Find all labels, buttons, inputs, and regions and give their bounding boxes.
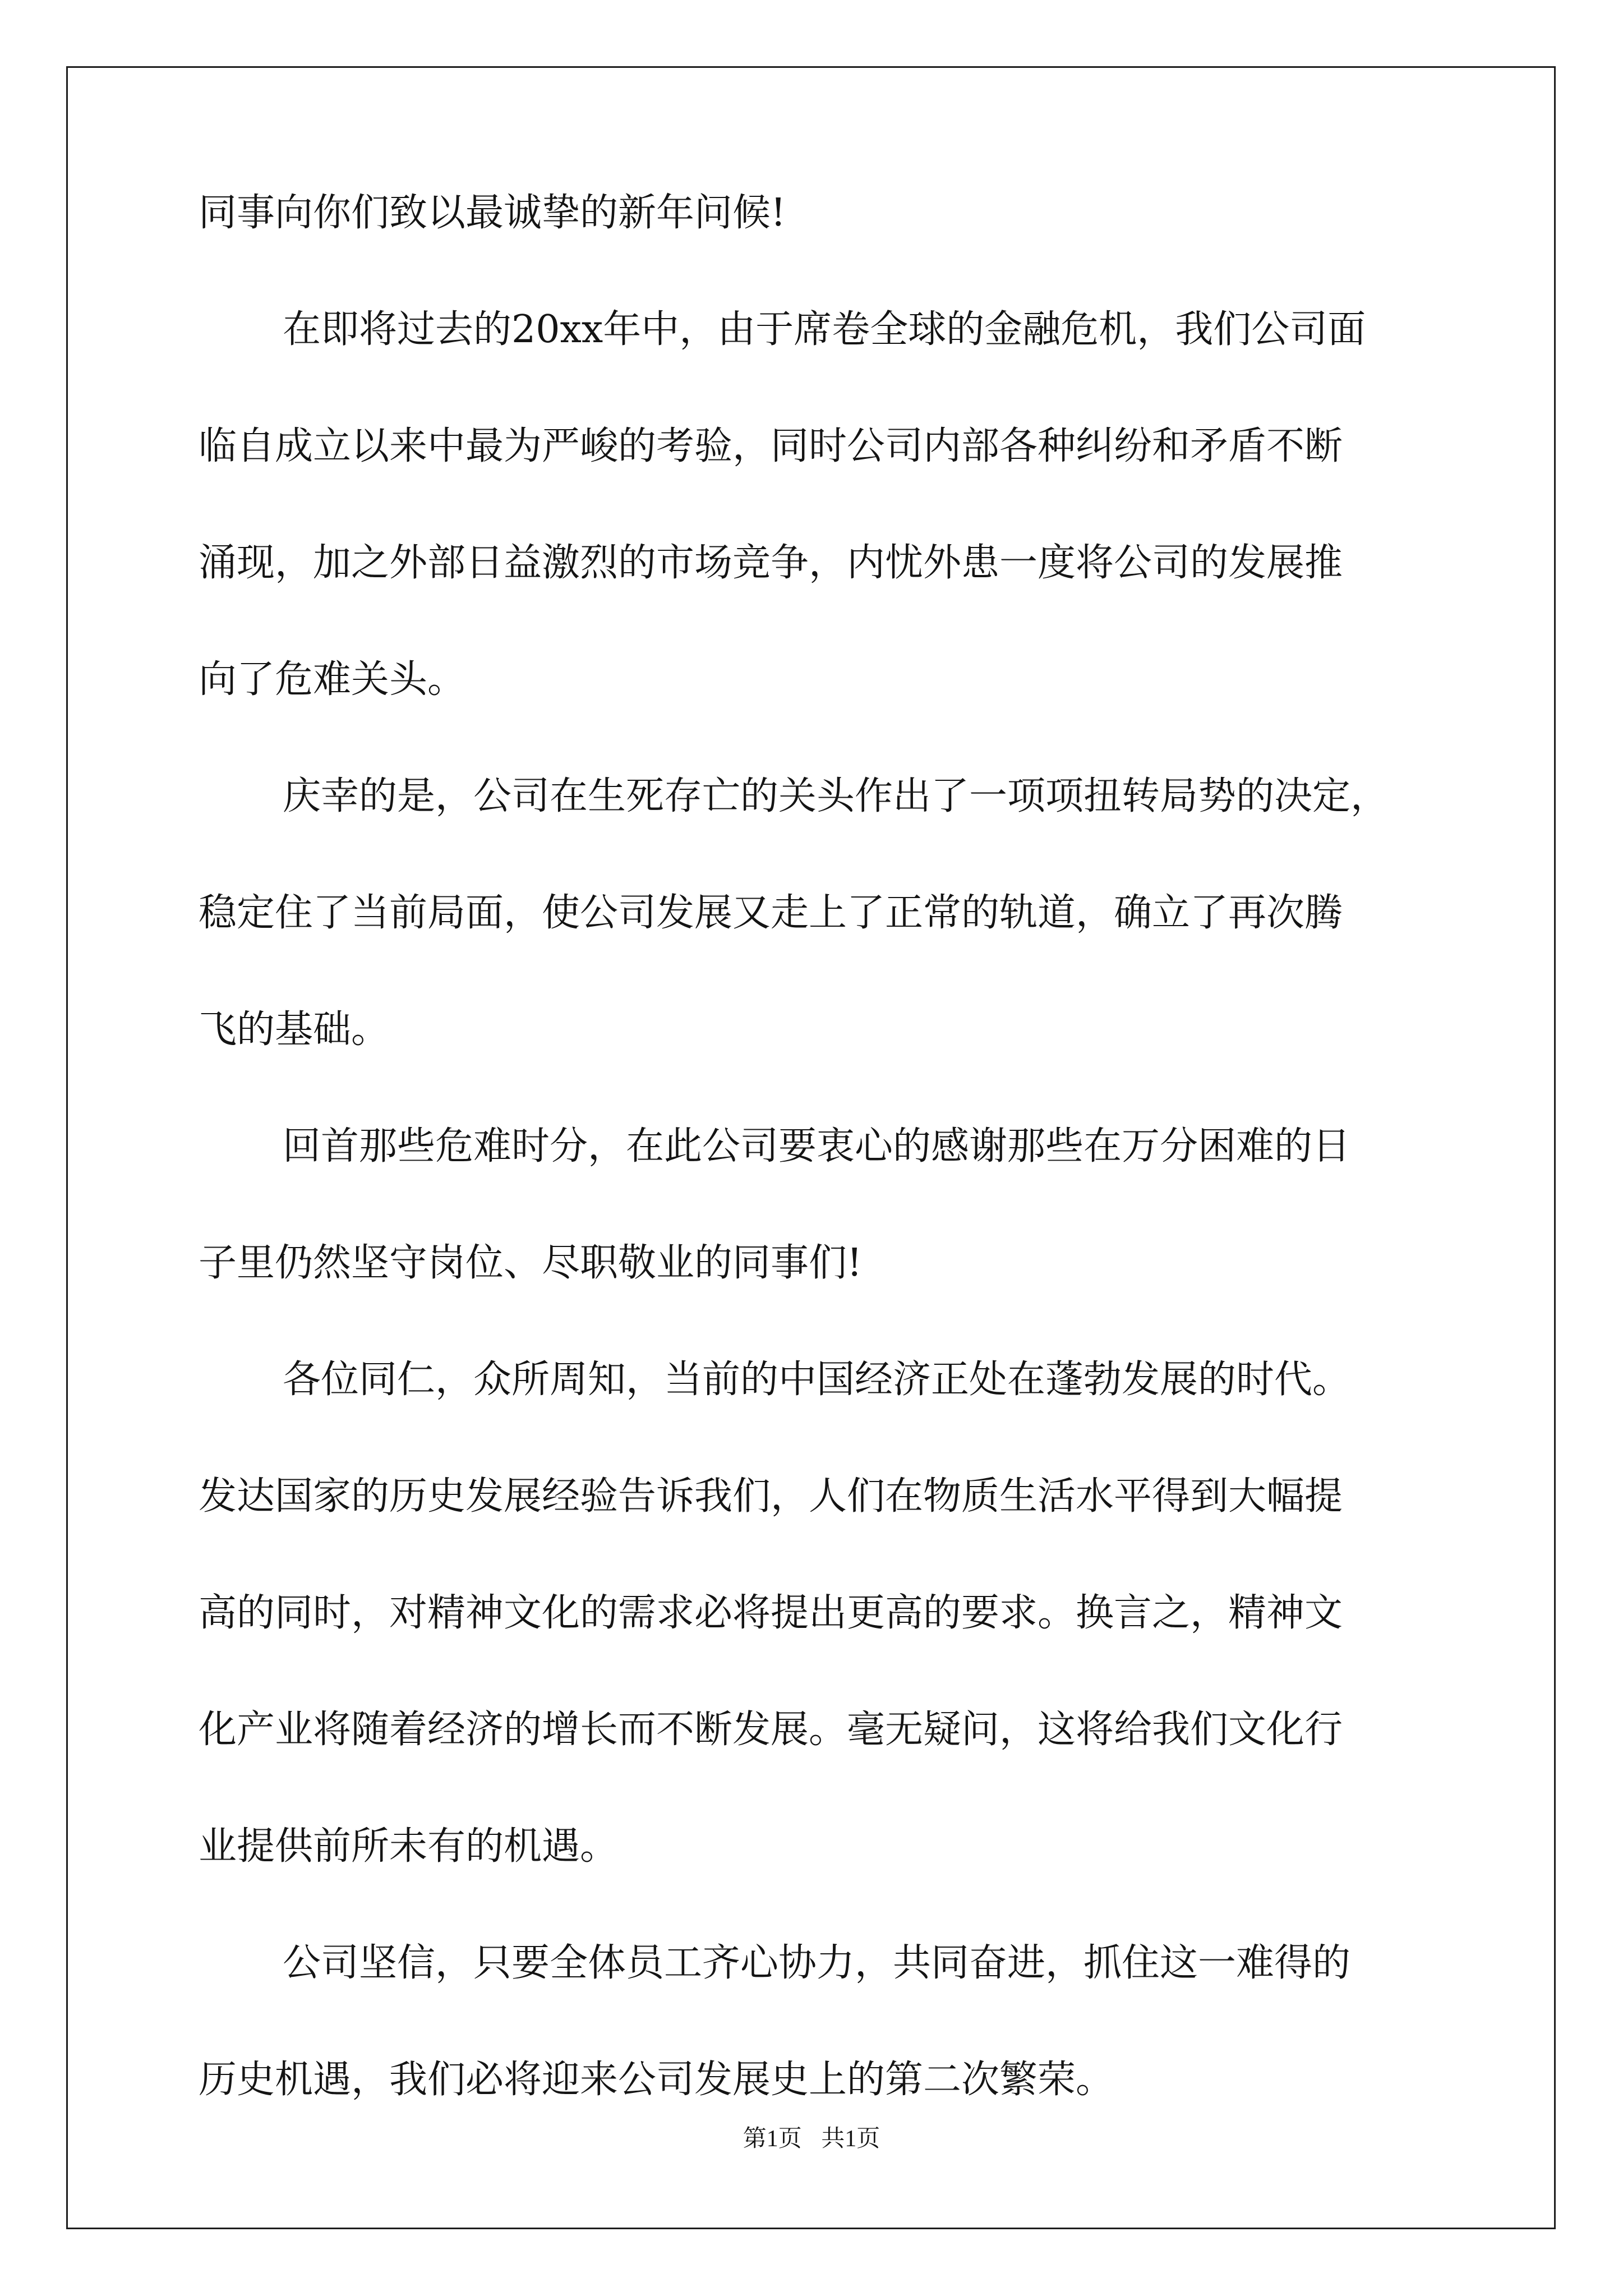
text-line: 子里仍然坚守岗位、尽职敬业的同事们! — [199, 1241, 863, 1285]
text-line: 涌现，加之外部日益激烈的市场竞争，内忧外患一度将公司的发展推 — [199, 541, 1343, 585]
text-line: 化产业将随着经济的增长而不断发展。毫无疑问，这将给我们文化行 — [199, 1708, 1343, 1752]
text-line: 回首那些危难时分，在此公司要衷心的感谢那些在万分困难的日 — [283, 1124, 1351, 1168]
text-line: 向了危难关头。 — [199, 657, 466, 702]
text-line: 历史机遇，我们必将迎来公司发展史上的第二次繁荣。 — [199, 2058, 1114, 2102]
text-line: 临自成立以来中最为严峻的考验，同时公司内部各种纠纷和矛盾不断 — [199, 424, 1343, 468]
text-line: 业提供前所未有的机遇。 — [199, 1824, 619, 1869]
text-line: 发达国家的历史发展经验告诉我们，人们在物质生活水平得到大幅提 — [199, 1474, 1343, 1519]
text-line: 飞的基础。 — [199, 1007, 390, 1052]
text-line: 高的同时，对精神文化的需求必将提出更高的要求。换言之，精神文 — [199, 1591, 1343, 1635]
text-line: 各位同仁，众所周知，当前的中国经济正处在蓬勃发展的时代。 — [283, 1358, 1351, 1402]
text-line: 公司坚信，只要全体员工齐心协力，共同奋进，抓住这一难得的 — [283, 1941, 1351, 1985]
text-line: 在即将过去的20xx年中，由于席卷全球的金融危机，我们公司面 — [283, 307, 1366, 352]
page-number-total: 共1页 — [821, 2126, 880, 2152]
text-line: 庆幸的是，公司在生死存亡的关头作出了一项项扭转局势的决定， — [283, 774, 1389, 818]
page-footer — [0, 2125, 1623, 2153]
text-line: 同事向你们致以最诚挚的新年问候! — [199, 191, 786, 235]
text-line: 稳定住了当前局面，使公司发展又走上了正常的轨道，确立了再次腾 — [199, 891, 1343, 935]
page-number-current: 第1页 — [743, 2126, 802, 2152]
